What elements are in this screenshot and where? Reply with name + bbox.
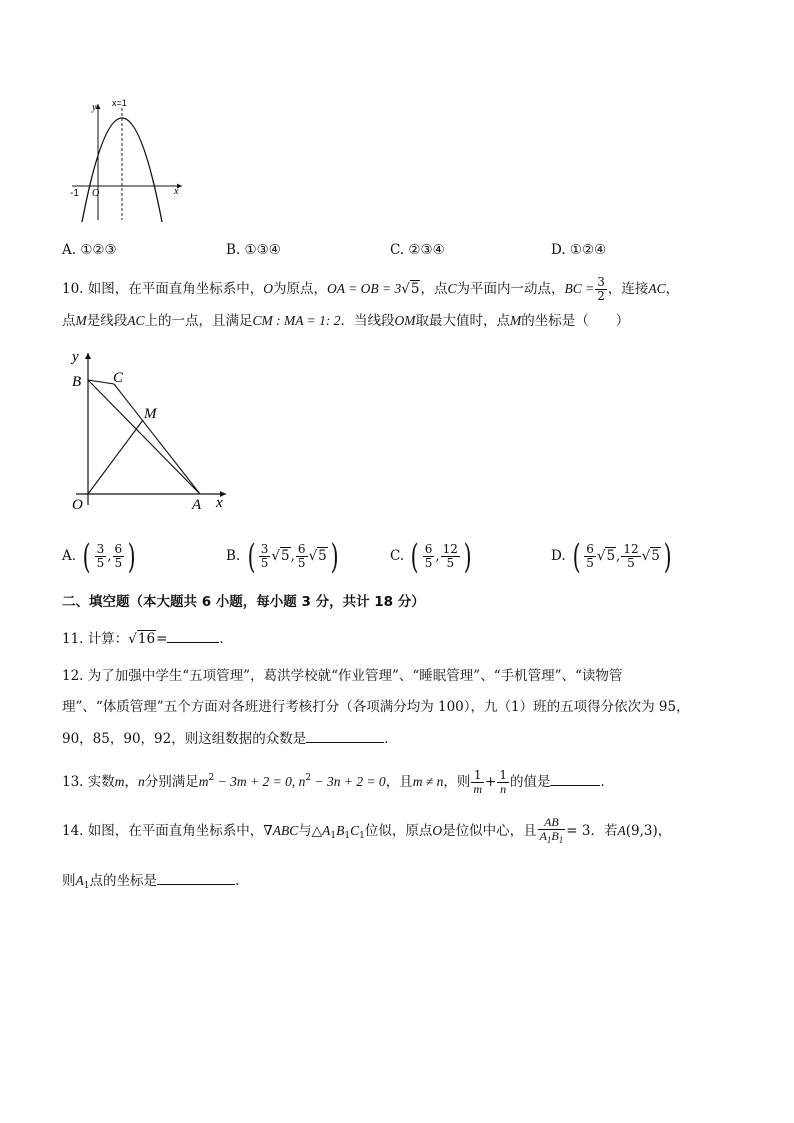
- segment-ca: [114, 384, 200, 494]
- graph2-y: y: [72, 349, 79, 365]
- fraction: $\frac{3}{5}$: [260, 542, 269, 570]
- comma: ,: [290, 548, 295, 564]
- comma: ,: [435, 548, 440, 564]
- q10-choice-a: [62, 536, 138, 577]
- q11-number: 11.: [62, 631, 84, 647]
- superscript: 2: [208, 773, 215, 783]
- q11-text: 计算：: [87, 631, 129, 647]
- q13-text: 分别满足: [144, 774, 199, 790]
- q14-text: ，: [657, 823, 672, 839]
- q10-text: ，连接: [607, 281, 649, 297]
- subscript: 1: [330, 831, 337, 841]
- q10-number: 10.: [62, 281, 84, 297]
- fraction: $\frac{12}{5}$: [623, 542, 639, 570]
- sqrt: √5: [401, 281, 420, 297]
- q12-text: 为了加强中学生“五项管理”，葛洪学校就“作业管理”、“睡眠管理”、“手机管理”、“读物管: [87, 668, 623, 684]
- answer-blank[interactable]: [167, 628, 219, 643]
- left-paren: (: [572, 536, 581, 577]
- q14-text: 位似，原点: [364, 823, 433, 839]
- q12-line2: 理”、“体质管理”五个方面对各班进行考核打分（各项满分均为 100），九（1）班的五项得分依次为 95，: [62, 699, 690, 715]
- q9-choice-b: B. ①③④: [226, 242, 281, 258]
- fraction: $\frac{1}{m}$: [473, 768, 483, 796]
- right-paren: ): [463, 536, 472, 577]
- fraction: $\frac{6}{5}$: [297, 542, 306, 570]
- fraction: $\frac{6}{5}$: [114, 542, 123, 570]
- point-a: A: [617, 823, 626, 838]
- fraction: $\frac{6}{5}$: [424, 542, 433, 570]
- q10-text: ，: [665, 281, 680, 297]
- graph2-a: A: [192, 497, 202, 513]
- section-title: 二、填空题（本大题共 6 小题，每小题 3 分，共计 18 分）: [62, 594, 425, 610]
- fraction: $\frac{6}{5}$: [586, 542, 594, 570]
- sqrt: √16: [128, 631, 156, 647]
- q10-line1: [62, 276, 679, 303]
- y-axis-arrow: [85, 353, 91, 359]
- answer-blank[interactable]: [550, 771, 600, 786]
- triangle-abc: ∇ABC: [263, 823, 299, 838]
- equation: m: [198, 774, 209, 789]
- sqrt: √5: [271, 548, 290, 564]
- comma: ,: [107, 548, 112, 564]
- q11: [62, 628, 233, 649]
- var-c: C: [350, 823, 360, 838]
- equation: − 3n + 2 = 0: [311, 774, 386, 789]
- graph1-minus-one: -1: [70, 188, 79, 199]
- q10-o: O: [263, 281, 274, 296]
- graph1-y-label: y: [92, 102, 97, 113]
- q12-line1: [62, 666, 622, 686]
- graph2-m: M: [144, 406, 157, 422]
- period: ．: [384, 731, 398, 747]
- graph1-origin: O: [92, 188, 100, 199]
- q14-text: 如图，在平面直角坐标系中，: [87, 823, 264, 839]
- q12-line3: [62, 728, 398, 749]
- q14-number: 14.: [62, 823, 84, 839]
- q14-text: 点的坐标是: [89, 873, 157, 889]
- fraction: $\frac{3}{2}$: [597, 275, 605, 303]
- q10-text: ，点: [420, 281, 448, 297]
- fraction: $\frac{12}{5}$: [442, 542, 458, 570]
- comma: ，: [124, 774, 139, 790]
- q12-text: 90，85，90，92，则这组数据的众数是: [62, 731, 307, 747]
- q10-text: 上的一点，且满足: [144, 313, 253, 329]
- graph2-c: C: [113, 370, 124, 386]
- sqrt: √5: [596, 548, 616, 564]
- q10-text: 是线段: [86, 313, 128, 329]
- point-a1: A: [75, 873, 84, 888]
- q13: [62, 762, 614, 798]
- q10-text: ．当线段: [340, 313, 395, 329]
- answer-blank[interactable]: [306, 728, 384, 743]
- q13-text: 实数: [87, 774, 115, 790]
- subscript: 1: [359, 831, 365, 841]
- var-n: n: [138, 774, 145, 789]
- parabola-graph: [68, 96, 188, 226]
- q10-ac: AC: [648, 281, 666, 296]
- right-paren: ): [330, 536, 339, 577]
- triangle-graph: [66, 345, 236, 515]
- choice-label: B.: [226, 548, 241, 564]
- plus: +: [485, 774, 497, 790]
- q10-om: OM: [394, 313, 416, 328]
- fraction: $\frac{AB}{A_1B_1}$: [539, 815, 564, 845]
- segment-ba: [88, 380, 200, 494]
- left-paren: (: [411, 536, 420, 577]
- q13-text: 的值是: [509, 774, 551, 790]
- q10-bc: BC =: [564, 281, 595, 296]
- q9-choice-c: C. ②③④: [390, 242, 445, 258]
- q14-text: 是位似中心，且: [442, 823, 537, 839]
- equation: − 3m + 2 = 0,: [214, 774, 299, 789]
- q14-line1: [62, 813, 671, 854]
- q14-text: 则: [62, 873, 76, 889]
- q14-text: ．若: [590, 823, 618, 839]
- triangle-a1: △A: [311, 823, 331, 838]
- q10-text: 如图，在平面直角坐标系中，: [87, 281, 264, 297]
- subscript: 1: [83, 881, 90, 891]
- q9-choice-a: A. ①②③: [62, 242, 117, 258]
- q10-ratio: CM : MA = 1: 2: [252, 313, 341, 328]
- point-a-coord: (9,3): [625, 823, 658, 839]
- comma: ,: [616, 548, 621, 564]
- inequality: m ≠ n: [412, 774, 444, 789]
- choice-label: A.: [62, 548, 77, 564]
- q14-line2: [62, 870, 248, 896]
- left-paren: (: [82, 536, 91, 577]
- graph1-x-label: x: [174, 186, 179, 197]
- period: ．: [600, 774, 614, 790]
- left-paren: (: [247, 536, 256, 577]
- var-m: m: [114, 774, 125, 789]
- equals-three: = 3: [566, 823, 591, 839]
- sqrt: √5: [641, 548, 660, 564]
- period: ．: [234, 873, 249, 889]
- right-paren: ): [127, 536, 136, 577]
- q10-c: C: [447, 281, 457, 296]
- q10-text: 点: [62, 313, 76, 329]
- choice-label: C.: [390, 548, 405, 564]
- q10-text: 取最大值时，点: [415, 313, 510, 329]
- right-paren: ): [663, 536, 672, 577]
- period: ．: [219, 631, 233, 647]
- q10-m: M: [510, 313, 522, 328]
- q13-text: ，则: [443, 774, 471, 790]
- graph2-o: O: [72, 497, 83, 513]
- segment-om: [88, 420, 143, 494]
- fraction: $\frac{1}{n}$: [499, 768, 507, 796]
- graph1-axis-label: x=1: [112, 98, 127, 108]
- graph2-x: x: [216, 495, 223, 511]
- q14-text: 与: [298, 823, 312, 839]
- q10-oa-ob: OA = OB = 3: [327, 281, 402, 296]
- equals: =: [156, 631, 168, 647]
- graph2-b: B: [72, 374, 82, 390]
- q10-choice-b: [226, 536, 341, 577]
- var-b: B: [336, 823, 345, 838]
- fraction: $\frac{3}{5}$: [96, 542, 105, 570]
- q10-text: 为原点，: [273, 281, 328, 297]
- choice-label: D.: [551, 548, 566, 564]
- var-o: O: [432, 823, 443, 838]
- q10-text: 的坐标是（ ）: [521, 313, 630, 329]
- superscript: 2: [305, 773, 312, 783]
- answer-blank[interactable]: [157, 870, 235, 885]
- q13-number: 13.: [62, 774, 84, 790]
- q10-choice-c: [390, 536, 474, 577]
- q10-m: M: [75, 313, 87, 328]
- q10-text: 为平面内一动点，: [456, 281, 565, 297]
- q10-choice-d: [551, 536, 674, 577]
- q9-choice-d: D. ①②④: [551, 242, 607, 258]
- subscript: 1: [344, 831, 351, 841]
- q10-ac: AC: [127, 313, 145, 328]
- q12-number: 12.: [62, 668, 84, 684]
- q13-text: ，且: [385, 774, 413, 790]
- equation: n: [298, 774, 306, 789]
- q10-line2: [62, 311, 629, 331]
- sqrt: √5: [308, 548, 327, 564]
